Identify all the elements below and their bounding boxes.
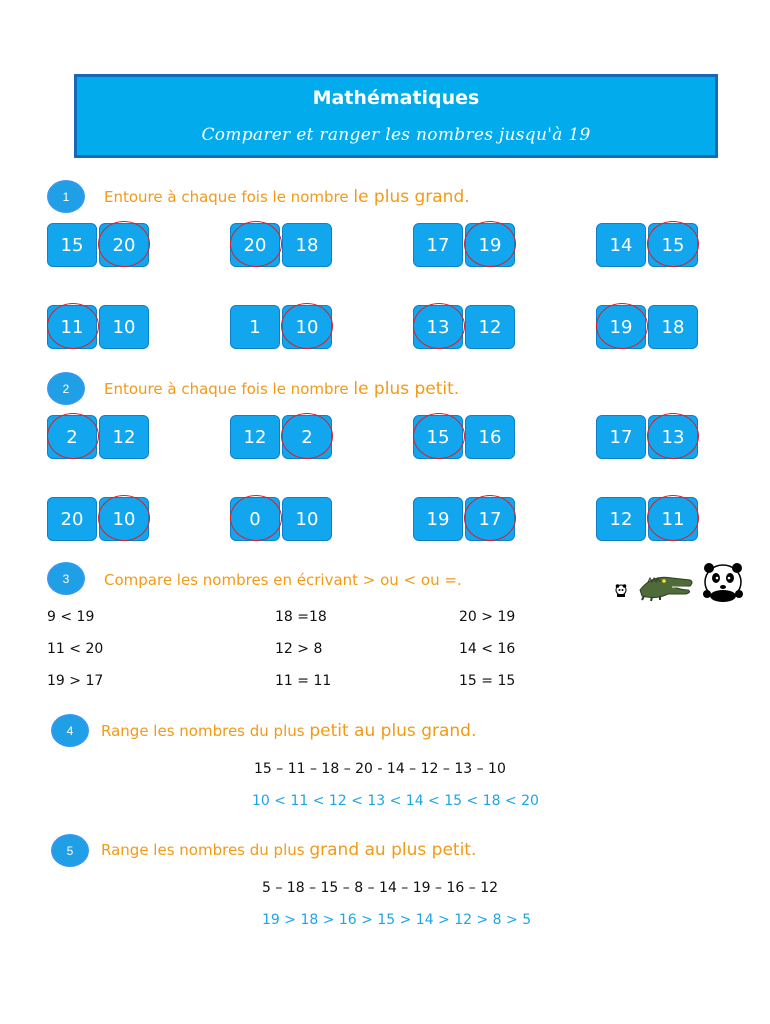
number-cell[interactable]: 15 [648,223,698,267]
decoration-animals [612,560,752,604]
comparison-answer: 15 = 15 [459,673,516,689]
number-pair [230,497,334,541]
number-pair [230,415,334,459]
panda-large-icon [703,563,743,602]
number-cell[interactable]: 0 [230,497,280,541]
comparison-answer: 20 > 19 [459,609,516,625]
exercise-4-sequence: 15 – 11 – 18 – 20 - 14 – 12 – 13 – 10 [254,761,506,777]
exercise-5-answer: 19 > 18 > 16 > 15 > 14 > 12 > 8 > 5 [262,912,532,928]
number-pair [230,305,334,349]
number-cell[interactable]: 10 [282,497,332,541]
number-pair [413,305,517,349]
number-pair [413,223,517,267]
number-cell[interactable]: 18 [648,305,698,349]
number-cell[interactable]: 1 [230,305,280,349]
number-cell[interactable]: 13 [648,415,698,459]
section-3-instruction: Compare les nombres en écrivant > ou < ou =. [104,571,462,589]
number-pair [413,415,517,459]
page-subtitle: Comparer et ranger les nombres jusqu'à 19 [201,125,591,145]
number-cell[interactable]: 11 [648,497,698,541]
section-4-instruction [101,721,476,741]
comparison-answer: 12 > 8 [275,641,323,657]
number-cell[interactable]: 16 [465,415,515,459]
number-cell[interactable]: 10 [282,305,332,349]
number-cell[interactable]: 2 [47,415,97,459]
number-cell[interactable]: 15 [47,223,97,267]
instruction-emphasis: petit au plus grand. [309,721,477,741]
number-pair [413,497,517,541]
section-1-instruction [104,187,470,207]
instruction-emphasis: le plus grand. [353,187,470,207]
instruction-text: Entoure à chaque fois le nombre [104,380,354,398]
number-cell[interactable]: 12 [596,497,646,541]
number-pair [596,497,700,541]
instruction-text: Range les nombres du plus [101,841,310,859]
exercise-5-sequence: 5 – 18 – 15 – 8 – 14 – 19 – 16 – 12 [262,880,499,896]
number-pair [596,223,700,267]
number-cell[interactable]: 19 [465,223,515,267]
comparison-answer: 18 =18 [275,609,327,625]
number-pair [47,497,151,541]
section-5-instruction [101,840,476,860]
number-cell[interactable]: 13 [413,305,463,349]
exercise-4-answer: 10 < 11 < 12 < 13 < 14 < 15 < 18 < 20 [252,793,539,809]
number-cell[interactable]: 12 [465,305,515,349]
number-pair [47,415,151,459]
instruction-emphasis: grand au plus petit. [309,840,477,860]
number-cell[interactable]: 10 [99,305,149,349]
comparison-answer: 14 < 16 [459,641,516,657]
section-1-badge: 1 [47,180,85,213]
panda-small-icon [616,584,627,597]
number-cell[interactable]: 15 [413,415,463,459]
crocodile-icon [640,577,692,601]
number-cell[interactable]: 20 [99,223,149,267]
number-cell[interactable]: 12 [230,415,280,459]
worksheet-header [74,74,718,158]
number-cell[interactable]: 20 [47,497,97,541]
page-title: Mathématiques [312,87,480,109]
instruction-emphasis: le plus petit. [353,379,460,399]
comparison-answer: 11 = 11 [275,673,332,689]
section-2-instruction [104,379,459,399]
number-pair [230,223,334,267]
section-2-badge: 2 [47,372,85,405]
number-cell[interactable]: 18 [282,223,332,267]
instruction-text: Range les nombres du plus [101,722,310,740]
number-pair [596,305,700,349]
number-cell[interactable]: 17 [596,415,646,459]
section-5-badge: 5 [51,834,89,867]
number-pair [596,415,700,459]
section-4-badge: 4 [51,714,89,747]
number-cell[interactable]: 17 [465,497,515,541]
number-pair [47,305,151,349]
section-3-badge: 3 [47,562,85,595]
number-cell[interactable]: 19 [413,497,463,541]
number-cell[interactable]: 2 [282,415,332,459]
number-pair [47,223,151,267]
number-cell[interactable]: 12 [99,415,149,459]
instruction-text: Entoure à chaque fois le nombre [104,188,354,206]
comparison-answer: 11 < 20 [47,641,104,657]
comparison-answer: 19 > 17 [47,673,104,689]
number-cell[interactable]: 20 [230,223,280,267]
animals-illustration [612,560,752,604]
number-cell[interactable]: 14 [596,223,646,267]
comparison-answer: 9 < 19 [47,609,95,625]
number-cell[interactable]: 10 [99,497,149,541]
number-cell[interactable]: 19 [596,305,646,349]
number-cell[interactable]: 17 [413,223,463,267]
number-cell[interactable]: 11 [47,305,97,349]
